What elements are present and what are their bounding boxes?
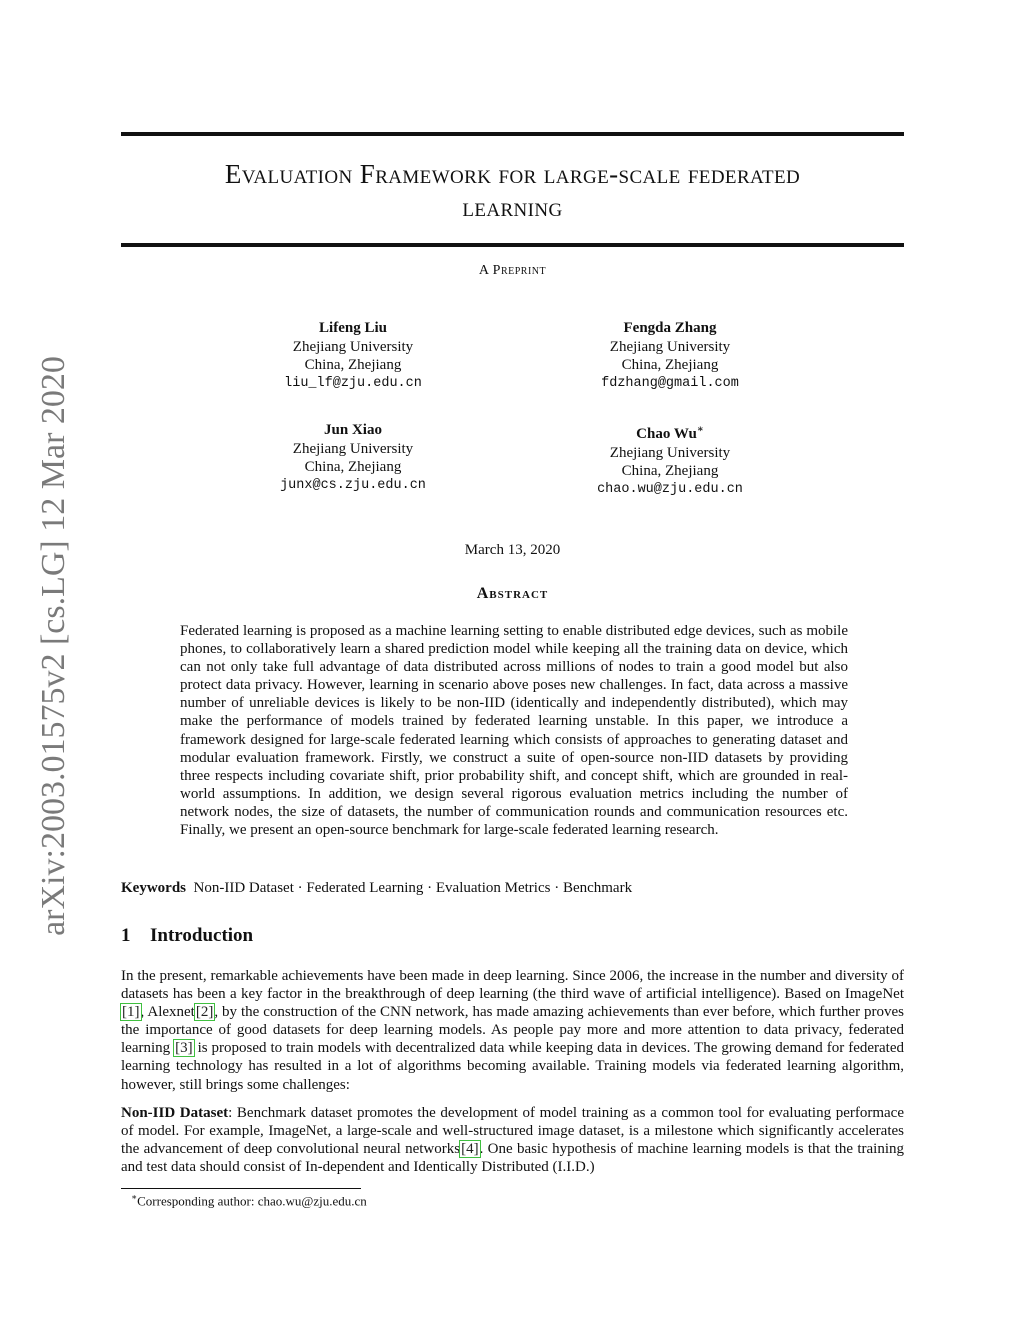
section-number: 1 (121, 925, 131, 946)
footnote-rule (121, 1188, 361, 1189)
publication-date: March 13, 2020 (464, 542, 561, 558)
author-block-1 (223, 319, 483, 393)
author-name: Lifeng Liu (319, 320, 387, 336)
paragraph-text: In the present, remarkable achievements have been made in deep learning. Since 2006, the increase in the number and diversity of datasets has been a key factor in the breakthrough of deep learning (the third wave of artificial intelligence). Based on ImageNet (121, 968, 904, 1003)
author-name: Jun Xiao (324, 422, 382, 438)
author-location: China, Zhejiang (304, 357, 402, 373)
author-block-4 (540, 421, 800, 499)
footnote-text: Corresponding author: chao.wu@zju.edu.cn (137, 1193, 367, 1209)
citation-link[interactable]: [3] (175, 1040, 193, 1057)
paragraph-lead: Non-IID Dataset (121, 1105, 229, 1121)
author-location: China, Zhejiang (304, 459, 402, 475)
keywords-list: Non-IID Dataset · Federated Learning · Evaluation Metrics · Benchmark (193, 880, 633, 896)
abstract-text: Federated learning is proposed as a machine learning setting to enable distributed edge devices, such as mobile phones, to collaboratively learn a shared prediction model while keeping all the training data on device, which can not only take full advantage of data distributed across millions of nodes to train a good model but also protect data privacy. However, learning in scenario above poses new challenges. In fact, data across a massive number of unreliable devices is likely to be non-IID (identically and independently distributed), which may make the performance of models trained by federated learning unstable. In this paper, we introduce a framework designed for large-scale federated learning which consists of approaches to generating dataset and modular evaluation framework. Firstly, we construct a suite of open-source non-IID datasets by providing three respects including covariate shift, prior probability shift, and concept shift, which are grounded in real-world assumptions. In addition, we design several rigorous evaluation metrics including the number of network nodes, the size of datasets, the number of communication rounds and communication resources etc. Finally, we present an open-source benchmark for large-scale federated learning research. (180, 623, 848, 839)
author-email[interactable]: fdzhang@gmail.com (601, 375, 739, 391)
author-location: China, Zhejiang (621, 463, 719, 479)
paper-title-line2: learning (462, 192, 563, 222)
keywords-line (121, 880, 904, 897)
title-bottom-rule (121, 243, 904, 247)
author-affiliation: Zhejiang University (292, 440, 414, 457)
footnote-mark: ∗ (131, 1192, 138, 1202)
author-affiliation: Zhejiang University (292, 338, 414, 355)
paragraph-text: , by the construction of the CNN network, has made amazing achievements than ever before, which further proves the importance of good datasets for deep learning models. As people pay more and more attention to data privacy, federated learning (121, 1004, 905, 1057)
arxiv-identifier-stamp: arXiv:2003.01575v2 [cs.LG] 12 Mar 2020 (35, 356, 72, 936)
corresponding-author-mark: ∗ (696, 424, 704, 435)
section-heading (121, 925, 253, 947)
title-top-rule (121, 132, 904, 136)
paper-title (121, 158, 904, 224)
paper-title-line1: Evaluation Framework for large-scale federated (224, 159, 801, 189)
author-email[interactable]: chao.wu@zju.edu.cn (597, 481, 743, 497)
author-affiliation: Zhejiang University (609, 444, 731, 461)
abstract-heading: Abstract (476, 585, 549, 602)
paragraph-text: is proposed to train models with decentralized data while keeping data in devices. The growing demand for federated learning technology has resulted in a lot of algorithms becoming available. Training models via federated learning algorithm, however, still brings some challenges: (121, 1040, 904, 1093)
intro-paragraph-2 (121, 1104, 904, 1176)
paragraph-text: , Alexnet (140, 1004, 195, 1021)
author-location: China, Zhejiang (621, 357, 719, 373)
intro-paragraph-1 (121, 967, 904, 1094)
citation-link[interactable]: [4] (461, 1141, 479, 1158)
keywords-label: Keywords (121, 880, 186, 896)
author-block-2 (540, 319, 800, 393)
citation-link[interactable]: [1] (122, 1004, 140, 1021)
author-email[interactable]: liu_lf@zju.edu.cn (284, 375, 422, 391)
author-block-3 (223, 421, 483, 495)
footnote (131, 1192, 367, 1209)
section-title: Introduction (150, 925, 254, 946)
author-affiliation: Zhejiang University (609, 338, 731, 355)
paragraph-text: : Benchmark dataset promotes the development of model training as a common tool for evaluating performace of model. For example, ImageNet, a large-scale and well-structured image dataset, is a milestone which significantly accelerates the advancement of deep convolutional neural networks (121, 1105, 904, 1158)
preprint-label: A Preprint (478, 263, 547, 278)
citation-link[interactable]: [2] (195, 1004, 214, 1021)
author-name-line (540, 421, 800, 444)
author-name: Chao Wu (636, 426, 697, 442)
author-name: Fengda Zhang (623, 320, 717, 336)
paragraph-text: . One basic hypothesis of machine learning models is that the training and test data should consist of In-dependent and Identically Distributed (I.I.D.) (121, 1141, 904, 1176)
author-email[interactable]: junx@cs.zju.edu.cn (280, 477, 426, 493)
